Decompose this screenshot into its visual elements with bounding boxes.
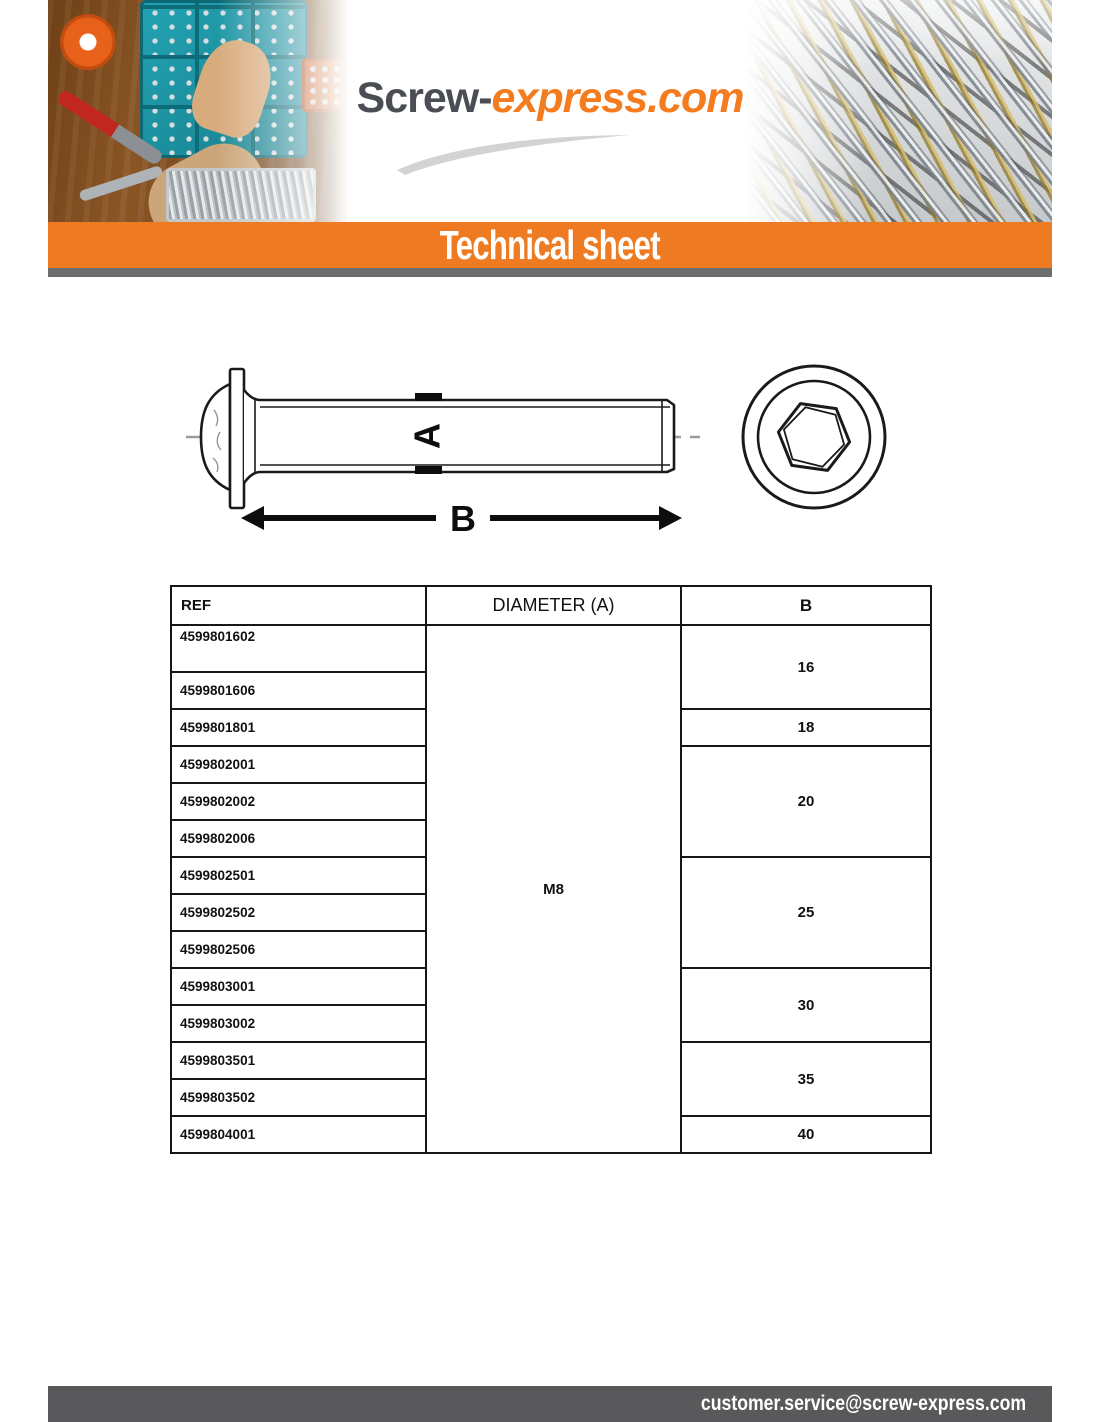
b-value-cell: 18 xyxy=(681,709,931,746)
ref-cell: 4599801602 xyxy=(171,625,426,672)
screws-photo xyxy=(745,0,1052,222)
workshop-photo xyxy=(48,0,355,222)
header-diameter: DIAMETER (A) xyxy=(426,586,681,625)
screw-tray xyxy=(166,168,316,222)
screw-flange xyxy=(230,369,244,508)
screw-shaft xyxy=(244,390,674,483)
hand xyxy=(185,32,281,144)
footer-bar xyxy=(48,1386,1052,1422)
ref-cell: 4599802502 xyxy=(171,894,426,931)
wrench xyxy=(78,165,163,202)
logo-swoosh-icon xyxy=(387,130,637,178)
ref-cell: 4599802001 xyxy=(171,746,426,783)
screw-organizer-box xyxy=(140,0,308,158)
ref-table-body xyxy=(171,625,931,1153)
diameter-cell: M8 xyxy=(426,625,681,1153)
ref-cell: 4599803501 xyxy=(171,1042,426,1079)
logo-text xyxy=(355,74,745,123)
logo xyxy=(355,0,745,222)
footer-email: customer.service@screw-express.com xyxy=(700,1392,1026,1415)
ref-table xyxy=(170,585,932,1154)
ref-cell: 4599802501 xyxy=(171,857,426,894)
screwdriver xyxy=(56,89,165,167)
ref-cell: 4599803001 xyxy=(171,968,426,1005)
ref-cell: 4599803002 xyxy=(171,1005,426,1042)
tape-measure xyxy=(60,14,116,70)
technical-sheet-banner xyxy=(48,222,1052,268)
banner-underline xyxy=(48,268,1052,277)
header-ref: REF xyxy=(171,586,426,625)
b-value-cell: 40 xyxy=(681,1116,931,1153)
table-row xyxy=(171,625,931,672)
b-value-cell: 30 xyxy=(681,968,931,1042)
screw-head-dome xyxy=(201,384,230,490)
b-value-cell: 25 xyxy=(681,857,931,968)
ref-cell: 4599802506 xyxy=(171,931,426,968)
ref-cell: 4599801801 xyxy=(171,709,426,746)
ref-cell: 4599801606 xyxy=(171,672,426,709)
ref-cell: 4599802006 xyxy=(171,820,426,857)
b-value-cell: 20 xyxy=(681,746,931,857)
logo-text-dark: Screw- xyxy=(356,74,492,122)
ref-cell: 4599802002 xyxy=(171,783,426,820)
page-title: Technical sheet xyxy=(439,222,661,268)
dimension-b-label: B xyxy=(450,498,476,539)
ref-cell: 4599803502 xyxy=(171,1079,426,1116)
screw-end-view xyxy=(743,366,885,508)
screw-diagram xyxy=(168,340,913,565)
ref-cell: 4599804001 xyxy=(171,1116,426,1153)
small-parts-bin xyxy=(302,58,344,112)
b-value-cell: 35 xyxy=(681,1042,931,1116)
dimension-a-label: A xyxy=(406,423,448,449)
table-header-row xyxy=(171,586,931,625)
header-b: B xyxy=(681,586,931,625)
arm xyxy=(135,129,302,222)
b-value-cell: 16 xyxy=(681,625,931,709)
logo-text-orange: express.com xyxy=(491,74,744,122)
